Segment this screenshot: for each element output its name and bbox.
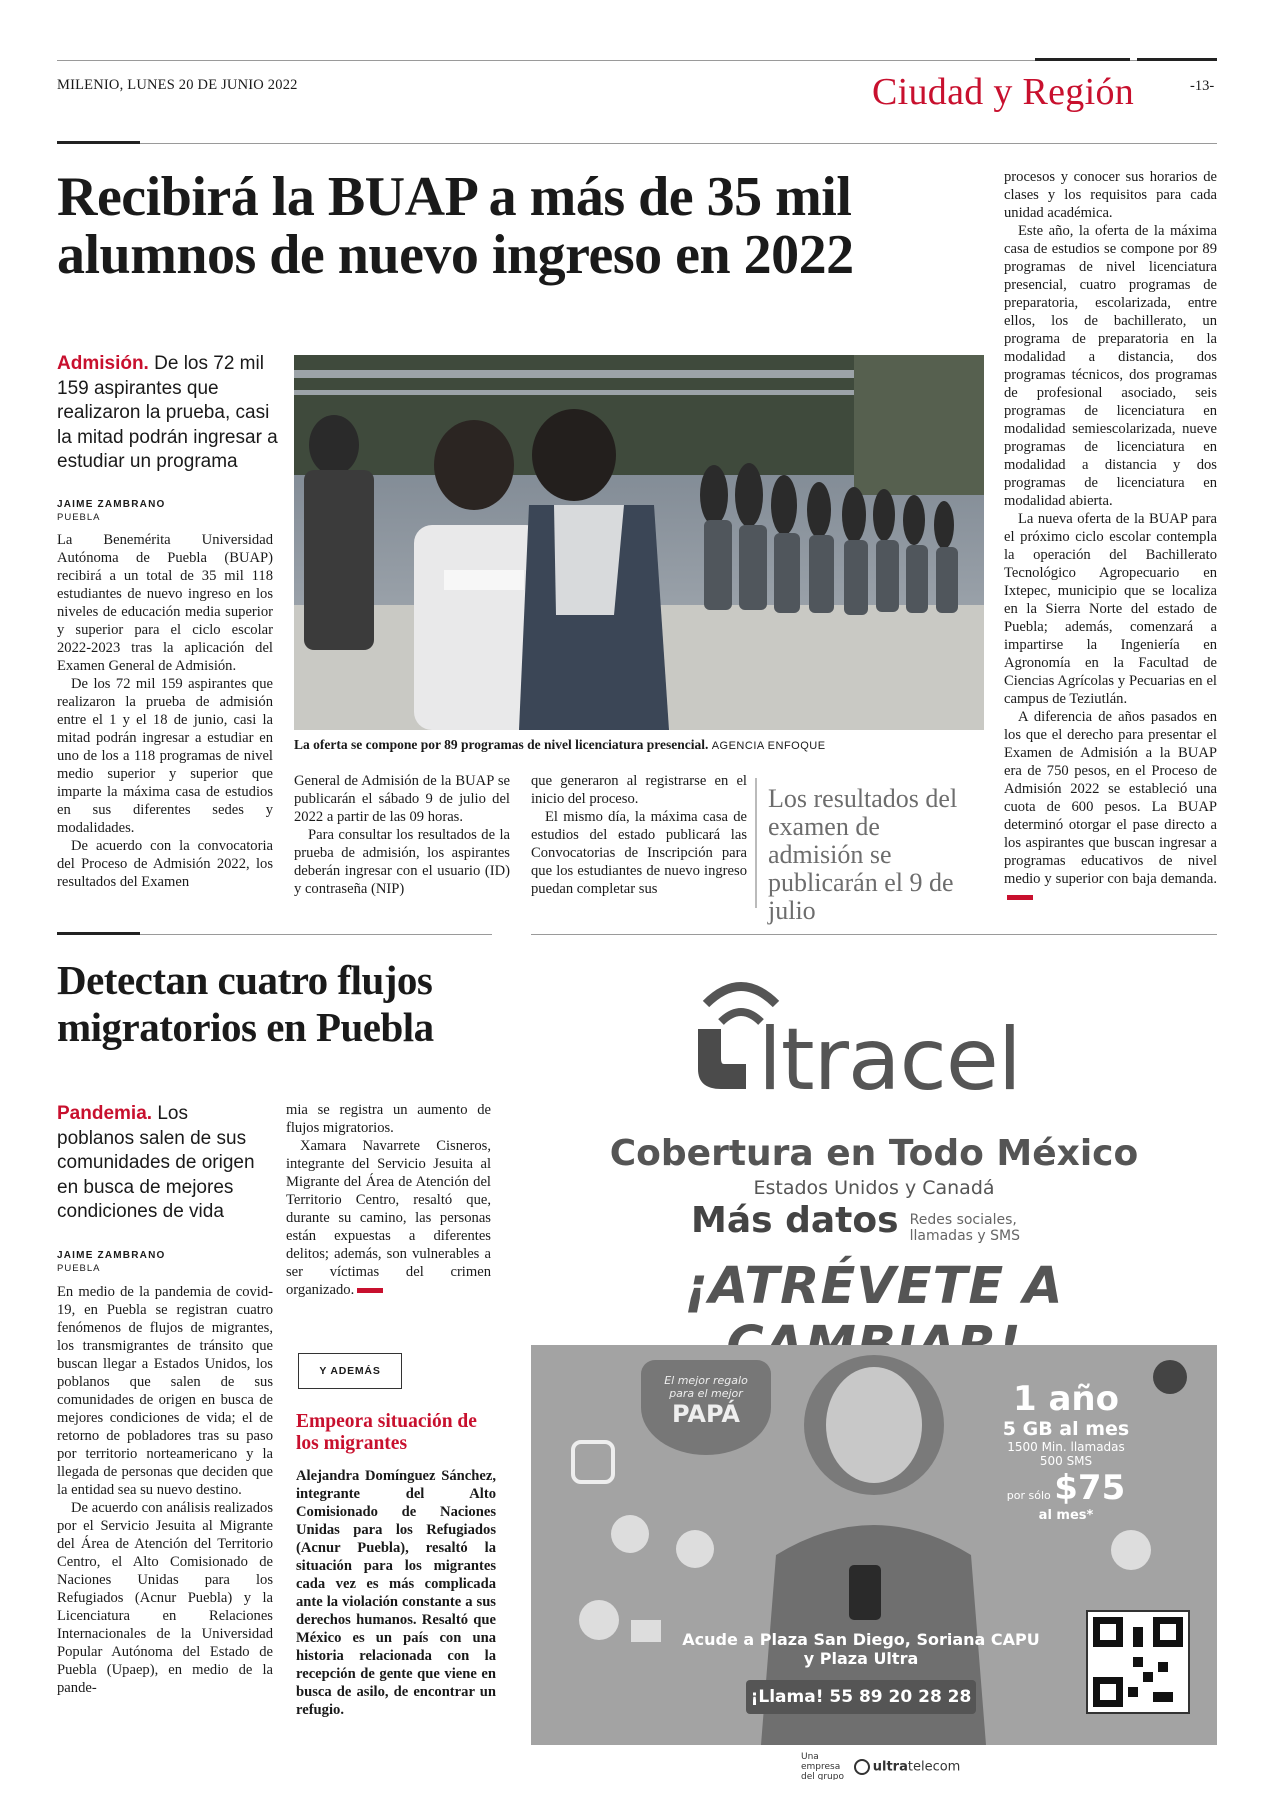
instagram-icon bbox=[571, 1440, 615, 1484]
ad-plan-sms: 500 SMS bbox=[1039, 1454, 1093, 1468]
facebook-icon bbox=[579, 1600, 619, 1640]
story2-accent-rule bbox=[57, 932, 140, 935]
story1-col2-p1: General de Admisión de la BUAP se publicarán el sábado 9 de julio del 2022 a partir de las 09 horas. bbox=[294, 773, 510, 825]
qr-code-graphic bbox=[1088, 1612, 1188, 1712]
ad-slogan: ¡ATRÉVETE A bbox=[684, 1257, 1064, 1316]
ad-mas-datos bbox=[691, 1200, 1060, 1244]
story1-col2-p2: Para consultar los resultados de la prueba de admisión, los aspirantes deberán ingresar con el usuario (ID) y contraseña (NIP) bbox=[294, 827, 510, 897]
story2-col2-p2-text: Xamara Navarrete Cisneros, integrante del Servicio Jesuita al Migrante del Área de Atención del Territorio Centro, resaltó que, durante su camino, las personas están expuestas a diferentes delitos; además, son vulnerables a ser víctimas del crimen organizado. bbox=[286, 1138, 491, 1298]
end-mark bbox=[1007, 895, 1033, 900]
story1-kicker-label: Admisión. bbox=[57, 353, 149, 374]
story1-col4-p4 bbox=[1004, 708, 1217, 906]
ultra-telecom-icon bbox=[854, 1759, 870, 1775]
story2-col2-p1: mia se registra un aumento de flujos migratorios. bbox=[286, 1102, 491, 1136]
ad-footer-text: Una empresa del grupo bbox=[801, 1752, 844, 1780]
story1-col1-p3: De acuerdo con la convocatoria del Proceso de Admisión 2022, los resultados del Examen bbox=[57, 838, 273, 890]
story1-col3-p1: que generaron al registrarse en el inicio del proceso. bbox=[531, 773, 747, 807]
ad-footer-brand2: telecom bbox=[907, 1759, 961, 1775]
story2-headline-line2: migratorios en Puebla bbox=[57, 1004, 434, 1050]
story1-byline-place: PUEBLA bbox=[57, 512, 101, 523]
ad-badge-line2: PAPÁ bbox=[672, 1400, 740, 1428]
sidebar-body: Alejandra Domínguez Sánchez, integrante del Alto Comisionado de Naciones Unidas para los Refugiados (Acnur Puebla), resaltó la situación para los migrantes cada vez es más complicada ante la violación constante a sus derechos humanos. Resaltó que México es un país con una historia relacionada con la recepción de gente que viene en busca de asilo, de encontrar un refugio. bbox=[296, 1468, 496, 1718]
story1-col4-p2: Este año, la oferta de la máxima casa de estudios se compone por 89 programas de nivel licenciatura presencial, cuatro programas de preparatoria, escolarizada, entre ellos, los de bachillerato, un programa de preparatoria en la modalidad a distancia, dos programas técnicos, dos programas de profesional asociado, seis programas de licenciatura en modalidad semiescolarizada, nueve programas de licenciatura en modalidad a distancia y dos programas de licenciatura en modalidad abierta. bbox=[1004, 223, 1217, 509]
end-mark-2 bbox=[357, 1288, 383, 1293]
caption-text: La oferta se compone por 89 programas de nivel licenciatura presencial. bbox=[294, 737, 709, 752]
story1-top-rule bbox=[57, 143, 1217, 144]
caption-agency: AGENCIA ENFOQUE bbox=[711, 740, 826, 752]
story2-col2 bbox=[286, 1101, 491, 1299]
story1-photo-caption bbox=[294, 737, 984, 753]
story1-col4-p4-text: A diferencia de años pasados en los que el derecho para presentar el Examen de Admisión a la BUAP era de 750 pesos, en el Proceso de Admisión 2022 se estableció una cuota de 600 pesos. La BUAP determinó otorgar el pase directo a los aspirantes que buscan ingresar a programas educativos de nivel medio y superior con baja demanda. bbox=[1004, 709, 1217, 887]
ad-plan-price: $75 bbox=[1054, 1468, 1126, 1508]
ad-footer bbox=[801, 1752, 1001, 1780]
story1-headline-line2: alumnos de nuevo ingreso en 2022 bbox=[57, 224, 854, 286]
top-accent-rule-2 bbox=[1137, 58, 1217, 61]
ad-headline: Cobertura en Todo México bbox=[609, 1133, 1139, 1174]
ad-plan-years: 1 año bbox=[1012, 1379, 1119, 1419]
ad-plan-pre: por sólo bbox=[1006, 1489, 1051, 1502]
story2-byline-place: PUEBLA bbox=[57, 1263, 101, 1274]
story2-kicker-text: Los poblanos salen de sus comunidades de origen en busca de mejores condiciones de vida bbox=[57, 1103, 255, 1222]
story2-headline-line1: Detectan cuatro flujos bbox=[57, 957, 433, 1003]
page-number: -13- bbox=[1190, 78, 1215, 94]
messenger-icon bbox=[611, 1515, 649, 1553]
story1-col1-p1: La Benemérita Universidad Autónoma de Puebla (BUAP) recibirá a un total de 35 mil 118 estudiantes de nuevo ingreso en los niveles de educación media superior y superior para el ciclo escolar 2022-2023 tras la aplicación del Examen General de Admisión. bbox=[57, 532, 273, 674]
top-accent-rule bbox=[1035, 58, 1130, 61]
story1-col1-p2: De los 72 mil 159 aspirantes que realizaron la prueba de admisión entre el 1 y el 18 de junio, casi la mitad podrán ingresar a estudiar en uno de los a 118 programas de nivel medio superior y superior que imparte la máxima casa de estudios en sus diferentes sedes y modalidades. bbox=[57, 676, 273, 836]
section-title: Ciudad y Región bbox=[872, 71, 1135, 113]
ad-top-rule bbox=[531, 934, 1217, 935]
story2-byline: JAIME ZAMBRANO bbox=[57, 1250, 166, 1261]
ad-plan-post: al mes* bbox=[1038, 1508, 1094, 1523]
ad-stores: Acude a Plaza San Diego, Soriana CAPU y Plaza Ultra bbox=[682, 1630, 1040, 1668]
photo-admission-line bbox=[294, 355, 984, 730]
ad-footer-brand: ultra bbox=[872, 1759, 908, 1775]
story1-col3-p2: El mismo día, la máxima casa de estudios del estado publicará las Convocatorias de Inscripción para que los estudiantes de nuevo ingreso puedan completar sus bbox=[531, 809, 747, 897]
ad-plan-min: 1500 Min. llamadas bbox=[1007, 1440, 1125, 1454]
whatsapp-icon bbox=[1111, 1530, 1151, 1570]
story1-accent-rule bbox=[57, 141, 140, 144]
story1-photo bbox=[294, 355, 984, 730]
story2-headline bbox=[57, 957, 497, 1051]
ad-phone: ¡Llama! 55 89 20 28 28 bbox=[750, 1687, 972, 1707]
story1-pullquote: Los resultados del examen de admisión se publicarán el 9 de julio bbox=[768, 784, 958, 925]
story2-col1-p1: En medio de la pandemia de covid-19, en Puebla se registran cuatro fenómenos de flujos de migrantes, los transmigrantes de tránsito que buscan llegar a Estados Unidos, los poblanos que salen de sus comunidades de origen en busca de mejores condiciones de vida; el de retorno de pobladores tras su paso por territorio norteamericano y la llegada de personas que deciden que la entidad sea su nuevo destino. bbox=[57, 1284, 273, 1498]
ad-badge-line1: El mejor regalo para el mejor bbox=[664, 1374, 748, 1400]
mail-icon bbox=[631, 1620, 661, 1642]
story1-headline bbox=[57, 168, 977, 284]
ad-plan bbox=[981, 1380, 1151, 1523]
ad-mas-datos-label: Más datos bbox=[691, 1200, 899, 1241]
story2-col1 bbox=[57, 1283, 273, 1697]
masthead-date: MILENIO, LUNES 20 DE JUNIO 2022 bbox=[57, 77, 298, 93]
story1-headline-line1: Recibirá la BUAP a más de 35 mil bbox=[57, 166, 852, 228]
story1-byline: JAIME ZAMBRANO bbox=[57, 499, 166, 510]
ad-sub: Estados Unidos y Canadá bbox=[753, 1177, 995, 1199]
ad-papa-badge bbox=[641, 1360, 771, 1455]
ad-brand-u bbox=[696, 1010, 758, 1110]
sidebar-headline: Empeora situación de los migrantes bbox=[296, 1411, 477, 1454]
pullquote-rule bbox=[755, 778, 757, 908]
story1-kicker bbox=[57, 352, 279, 475]
ad-plan-gb: 5 GB al mes bbox=[1002, 1418, 1130, 1440]
y-ademas-box: Y ADEMÁS bbox=[298, 1353, 402, 1389]
story1-col4-p3: La nueva oferta de la BUAP para el próximo ciclo escolar contempla la operación del Bachillerato Tecnológico Agropecuario en Ixtepec, municipio que se localiza en la Sierra Norte del estado de Puebla; además, comenzará a impartirse la Ingeniería en Agronomía en la Facultad de Ciencias Agrícolas y Pecuarias en el campus de Teziutlán. bbox=[1004, 511, 1217, 707]
ad-brand-text: ltracel bbox=[757, 1010, 1021, 1110]
story1-col2 bbox=[294, 772, 510, 898]
story2-kicker-label: Pandemia. bbox=[57, 1103, 153, 1124]
ad-mas-datos-note: Redes sociales, llamadas y SMS bbox=[909, 1211, 1020, 1244]
qr-code bbox=[1086, 1610, 1190, 1714]
story1-col3 bbox=[531, 772, 747, 898]
story2-col2-p2 bbox=[286, 1137, 491, 1299]
tiktok-icon bbox=[1153, 1360, 1187, 1394]
ad-brand bbox=[696, 1010, 1021, 1110]
story2-kicker bbox=[57, 1102, 269, 1225]
story2-col1-p2: De acuerdo con análisis realizados por el Servicio Jesuita al Migrante del Área de Atención del Territorio Centro, el Alto Comisionado de Naciones Unidas para los Refugiados (Acnur Puebla) y la Licenciatura en Relaciones Internacionales de la Universidad Popular Autónoma del Estado de Puebla (Upaep), en medio de la pande- bbox=[57, 1500, 273, 1696]
story1-col1 bbox=[57, 531, 273, 891]
spotify-icon bbox=[676, 1530, 714, 1568]
story1-col4-p1: procesos y conocer sus horarios de clases y los requisitos para cada unidad académica. bbox=[1004, 169, 1217, 221]
story1-kicker-text: De los 72 mil 159 aspirantes que realizaron la prueba, casi la mitad podrán ingresar a estudiar un programa bbox=[57, 353, 278, 472]
ultracel-ad bbox=[531, 960, 1217, 1780]
story1-col4 bbox=[1004, 168, 1217, 906]
